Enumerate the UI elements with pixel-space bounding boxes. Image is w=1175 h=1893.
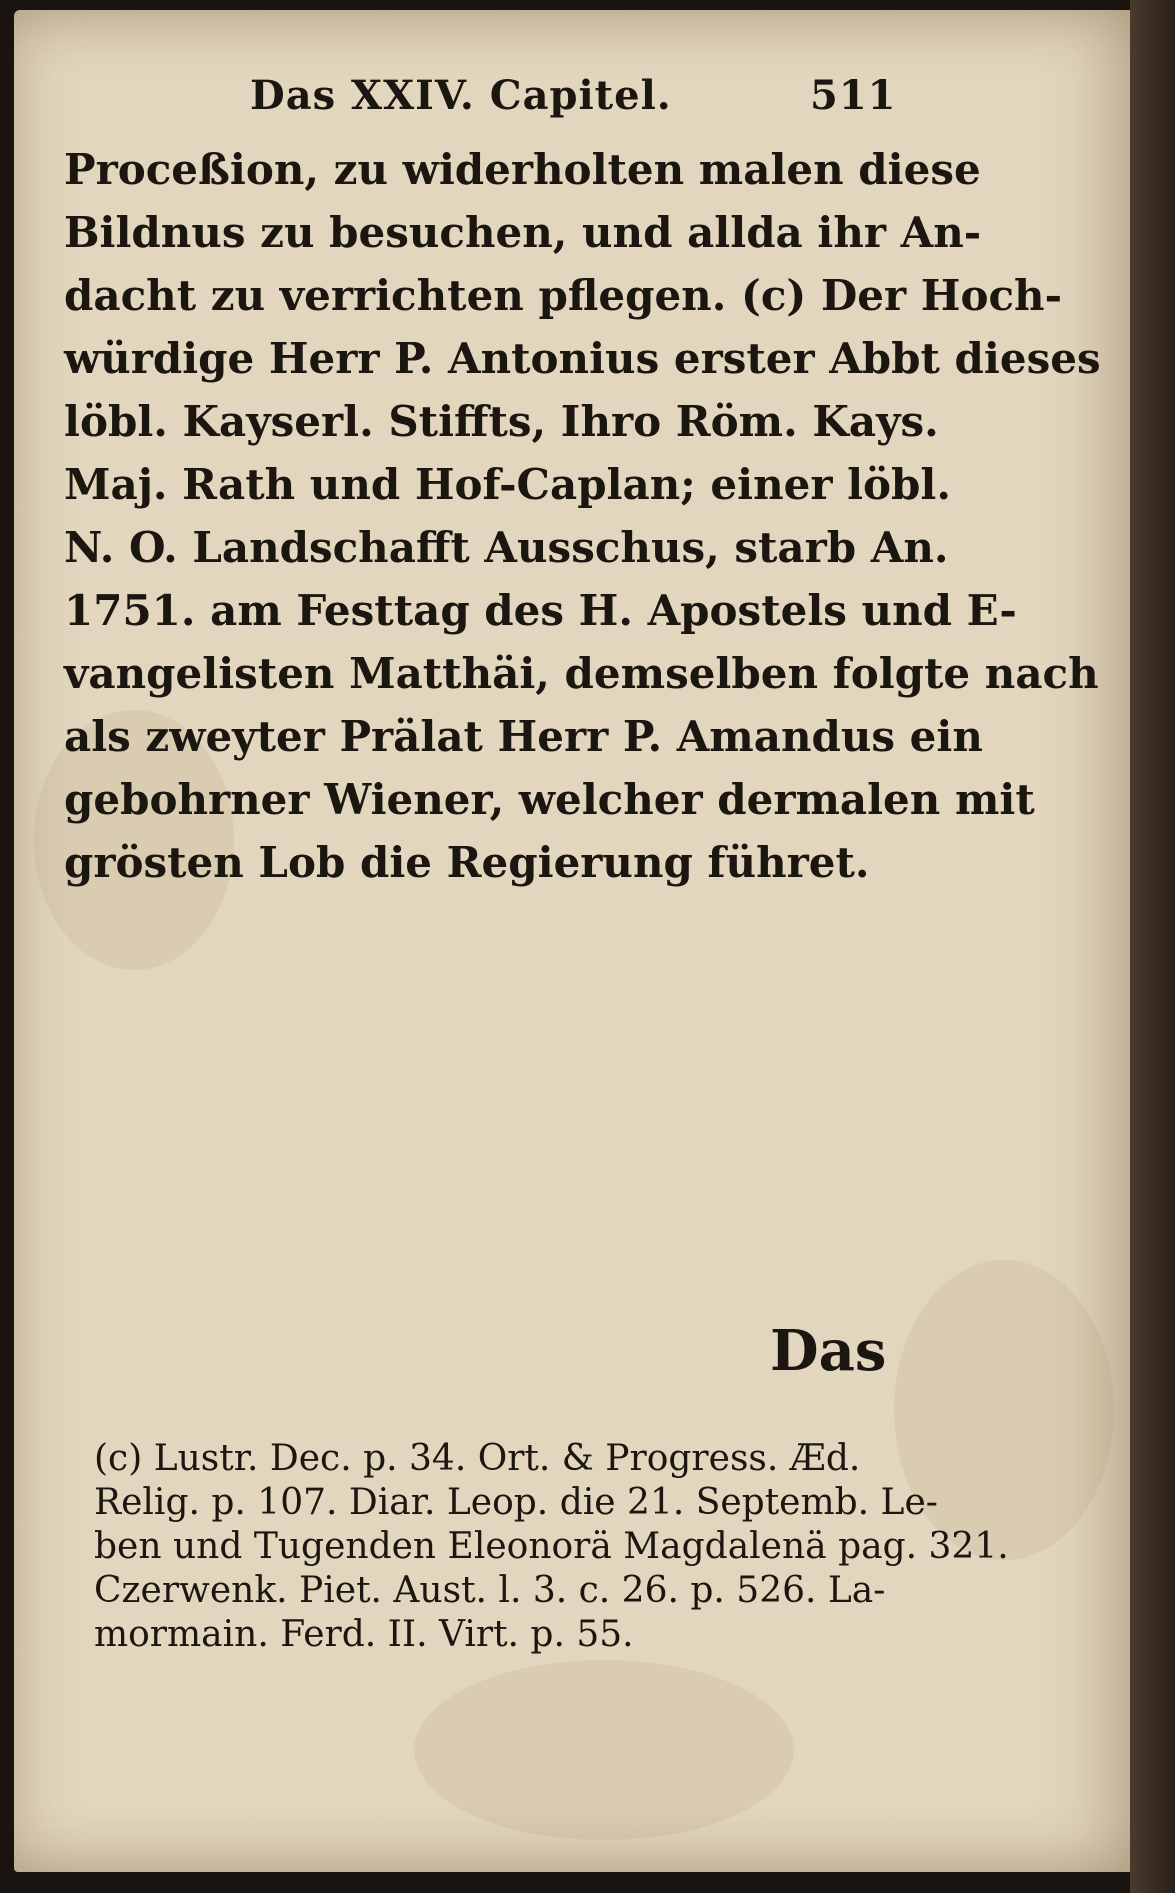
footnote-block [94,1437,1009,1657]
main-text-block [64,138,1101,894]
text-line: Proceßion, zu widerholten malen diese [64,145,981,194]
catchword: Das [770,1318,887,1384]
footnote-line: Relig. p. 107. Diar. Leop. die 21. Septemb. Le- [94,1482,938,1523]
text-line: vangelisten Matthäi, demselben folgte nach [64,649,1099,698]
text-line: würdige Herr P. Antonius erster Abbt dieses [64,334,1101,383]
footnote-line: mormain. Ferd. II. Virt. p. 55. [94,1614,634,1655]
footnote-line: (c) Lustr. Dec. p. 34. Ort. & Progress. Æd. [94,1438,861,1479]
text-line: löbl. Kayserl. Stiffts, Ihro Röm. Kays. [64,397,939,446]
text-line: dacht zu verrichten pflegen. (c) Der Hoch- [64,271,1063,320]
footnote-line: ben und Tugenden Eleonorä Magdalenä pag. 321. [94,1526,1009,1567]
book-edge [1130,0,1175,1893]
text-line: grösten Lob die Regierung führet. [64,838,870,887]
text-line: Bildnus zu besuchen, und allda ihr An- [64,208,982,257]
footnote-line: Czerwenk. Piet. Aust. l. 3. c. 26. p. 526. La- [94,1570,886,1611]
text-line: 1751. am Festtag des H. Apostels und E- [64,586,1017,635]
text-line: N. O. Landschafft Ausschus, starb An. [64,523,949,572]
text-line: als zweyter Prälat Herr P. Amandus ein [64,712,983,761]
paper-stain [414,1660,794,1840]
chapter-title: Das XXIV. Capitel. [250,72,672,119]
text-line: gebohrner Wiener, welcher dermalen mit [64,775,1035,824]
text-line: Maj. Rath und Hof-Caplan; einer löbl. [64,460,951,509]
page-number: 511 [810,72,897,119]
running-head [250,72,900,132]
